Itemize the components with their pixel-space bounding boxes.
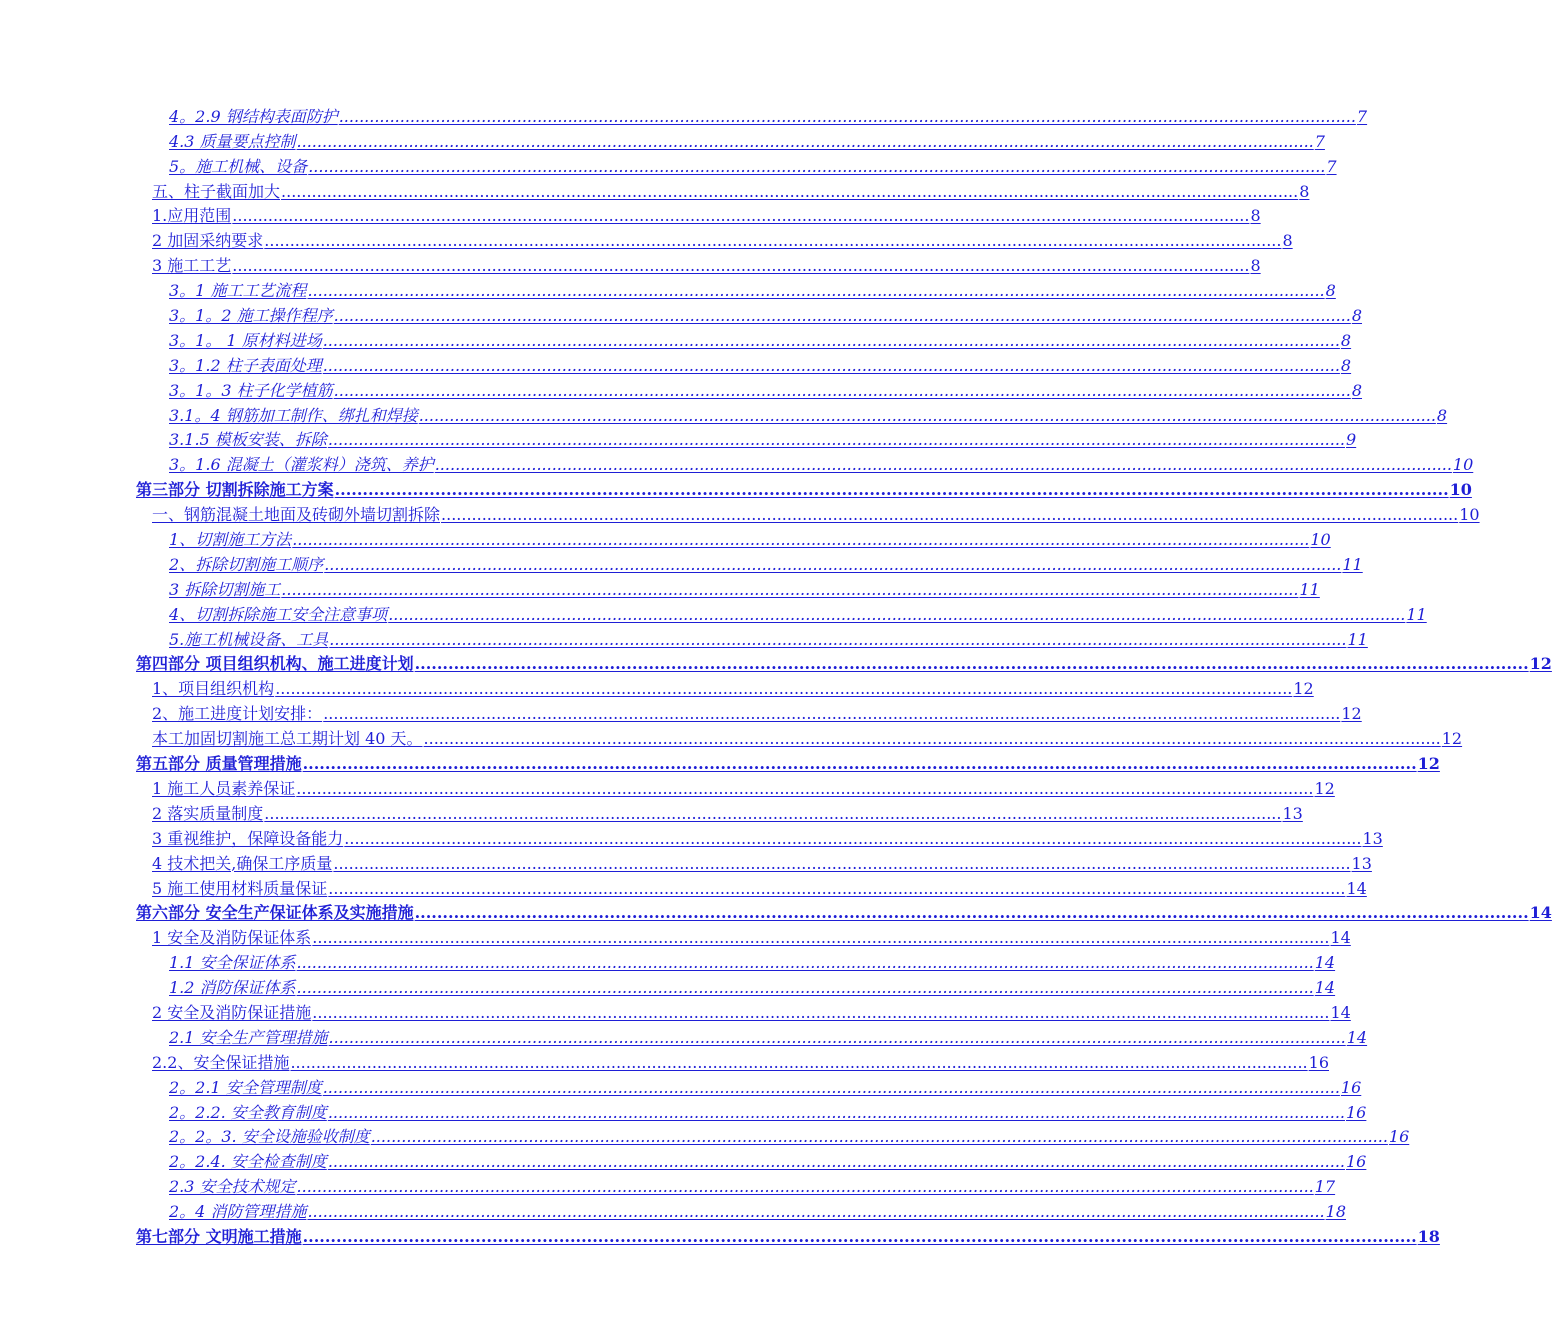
toc-entry-page: 12 (1529, 654, 1552, 674)
toc-entry-page: 16 (1346, 1152, 1367, 1172)
toc-entry[interactable] (0, 873, 1367, 898)
toc-entry-page: 8 (1436, 405, 1448, 425)
toc-entry[interactable] (0, 1122, 1410, 1147)
toc-entry-title: 5。施工机械、设备 (169, 156, 308, 176)
toc-leader-dots: ........................................................................................................................................................................................................ (322, 355, 1340, 375)
toc-entry-title: 2。2.1 安全管理制度 (169, 1077, 322, 1097)
toc-entry[interactable] (0, 798, 1303, 823)
toc-entry[interactable] (0, 1221, 1440, 1246)
toc-entry-page: 8 (1250, 256, 1261, 276)
toc-entry-page: 10 (1452, 455, 1474, 475)
toc-entry[interactable] (0, 176, 1310, 201)
toc-entry[interactable] (0, 300, 1363, 326)
toc-entry-title: 3。1.6 混凝土（灌浆料）浇筑、养护 (169, 455, 434, 475)
toc-leader-dots: ........................................................................................................................................................................................................ (414, 903, 1529, 923)
toc-entry-title: 一、钢筋混凝土地面及砖砌外墙切割拆除 (152, 505, 441, 525)
toc-entry-page: 18 (1417, 1226, 1440, 1246)
toc-entry-page: 14 (1330, 928, 1351, 948)
toc-entry-page: 8 (1250, 206, 1261, 226)
toc-entry[interactable] (0, 698, 1362, 724)
toc-entry[interactable] (0, 499, 1480, 525)
toc-entry-page: 7 (1356, 106, 1368, 126)
toc-leader-dots: ........................................................................................................................................................................................................ (441, 505, 1459, 525)
toc-entry-title: 3 重视维护，保障设备能力 (152, 828, 344, 848)
toc-entry-page: 13 (1282, 803, 1303, 823)
toc-entry[interactable] (0, 624, 1368, 649)
toc-leader-dots: ........................................................................................................................................................................................................ (327, 1152, 1345, 1172)
toc-entry-page: 12 (1341, 704, 1362, 724)
toc-entry[interactable] (0, 1146, 1367, 1172)
toc-entry-page: 14 (1346, 1027, 1368, 1047)
toc-leader-dots: ........................................................................................................................................................................................................ (328, 878, 1346, 898)
toc-entry-title: 1 安全及消防保证体系 (152, 928, 312, 948)
toc-leader-dots: ........................................................................................................................................................................................................ (296, 978, 1314, 998)
toc-entry-page: 13 (1362, 828, 1383, 848)
toc-entry-title: 2.3 安全技术规定 (169, 1177, 296, 1197)
toc-entry-page: 12 (1417, 754, 1440, 774)
toc-leader-dots: ........................................................................................................................................................................................................ (290, 1052, 1308, 1072)
toc-entry-page: 12 (1441, 729, 1463, 749)
toc-entry[interactable] (0, 773, 1335, 798)
toc-entry[interactable] (0, 126, 1325, 151)
toc-entry-page: 13 (1351, 853, 1372, 873)
toc-entry[interactable] (0, 1097, 1367, 1122)
toc-entry-title: 第四部分 项目组织机构、施工进度计划 (136, 654, 414, 674)
toc-leader-dots: ........................................................................................................................................................................................................ (307, 281, 1325, 301)
toc-leader-dots: ........................................................................................................................................................................................................ (281, 181, 1299, 201)
toc-entry-page: 12 (1314, 778, 1335, 798)
toc-entry[interactable] (0, 823, 1383, 848)
toc-entry-title: 4.3 质量要点控制 (169, 131, 296, 151)
toc-leader-dots: ........................................................................................................................................................................................................ (264, 231, 1282, 251)
toc-leader-dots: ........................................................................................................................................................................................................ (323, 704, 1341, 724)
toc-entry-title: 3.1.5 模板安装、拆除 (169, 430, 327, 450)
toc-entry[interactable] (0, 325, 1352, 350)
toc-entry-title: 1.应用范围 (152, 206, 232, 226)
toc-entry-page: 18 (1325, 1202, 1346, 1222)
toc-entry-page: 10 (1449, 480, 1472, 500)
toc-entry-page: 7 (1326, 156, 1337, 176)
toc-leader-dots: ........................................................................................................................................................................................................ (264, 803, 1282, 823)
toc-leader-dots: ........................................................................................................................................................................................................ (333, 853, 1351, 873)
toc-entry-page: 11 (1299, 579, 1320, 599)
toc-entry[interactable] (0, 898, 1552, 923)
toc-entry-page: 16 (1308, 1052, 1329, 1072)
toc-entry-page: 8 (1351, 306, 1363, 326)
toc-entry-page: 16 (1340, 1077, 1362, 1097)
toc-leader-dots: ........................................................................................................................................................................................................ (328, 1027, 1346, 1047)
toc-leader-dots: ........................................................................................................................................................................................................ (418, 405, 1436, 425)
toc-entry[interactable] (0, 101, 1368, 126)
toc-entry[interactable] (0, 972, 1336, 998)
toc-entry-page: 9 (1346, 430, 1357, 450)
toc-entry-title: 3.1。4 钢筋加工制作、绑扎和焊接 (169, 405, 418, 425)
toc-entry-page: 14 (1346, 878, 1367, 898)
toc-leader-dots: ........................................................................................................................................................................................................ (307, 1202, 1325, 1222)
toc-entry-page: 16 (1388, 1127, 1410, 1147)
toc-entry[interactable] (0, 649, 1552, 674)
toc-entry[interactable] (0, 549, 1363, 574)
toc-entry-title: 第五部分 质量管理措施 (136, 754, 302, 774)
toc-entry-title: 4、切割拆除施工安全注意事项 (169, 604, 388, 624)
toc-entry-page: 7 (1314, 131, 1325, 151)
toc-entry[interactable] (0, 449, 1474, 475)
toc-leader-dots: ........................................................................................................................................................................................................ (312, 928, 1330, 948)
toc-entry-title: 3。1.2 柱子表面处理 (169, 355, 322, 375)
toc-leader-dots: ........................................................................................................................................................................................................ (434, 455, 1452, 475)
toc-leader-dots: ........................................................................................................................................................................................................ (308, 156, 1326, 176)
toc-leader-dots: ........................................................................................................................................................................................................ (296, 953, 1314, 973)
toc-entry[interactable] (0, 673, 1314, 699)
toc-leader-dots: ........................................................................................................................................................................................................ (329, 629, 1347, 649)
toc-entry[interactable] (0, 848, 1372, 873)
toc-entry-title: 2。2.4. 安全检查制度 (169, 1152, 327, 1172)
toc-leader-dots: ........................................................................................................................................................................................................ (281, 579, 1299, 599)
toc-entry-title: 1、切割施工方法 (169, 530, 292, 550)
toc-entry[interactable] (0, 574, 1320, 599)
table-of-contents (0, 101, 1552, 1246)
toc-entry-title: 第三部分 切割拆除施工方案 (136, 480, 334, 500)
toc-entry-page: 11 (1406, 604, 1427, 624)
toc-entry[interactable] (0, 1047, 1329, 1072)
toc-entry[interactable] (0, 425, 1357, 450)
toc-entry-page: 17 (1314, 1177, 1336, 1197)
toc-entry-title: 2.2、安全保证措施 (152, 1052, 290, 1072)
toc-leader-dots: ........................................................................................................................................................................................................ (370, 1127, 1388, 1147)
toc-entry[interactable] (0, 947, 1336, 973)
toc-leader-dots: ........................................................................................................................................................................................................ (344, 828, 1362, 848)
toc-entry[interactable] (0, 375, 1363, 400)
toc-entry[interactable] (0, 524, 1331, 550)
toc-entry-page: 16 (1346, 1102, 1367, 1122)
toc-entry-title: 3。1。3 柱子化学植筋 (169, 380, 333, 400)
toc-entry[interactable] (0, 997, 1351, 1022)
toc-leader-dots: ........................................................................................................................................................................................................ (296, 131, 1314, 151)
toc-leader-dots: ........................................................................................................................................................................................................ (302, 1226, 1417, 1246)
toc-entry-title: 5.施工机械设备、工具 (169, 629, 329, 649)
toc-entry-title: 2、施工进度计划安排： (152, 704, 323, 724)
toc-entry-title: 2 加固采纳要求 (152, 231, 264, 251)
toc-entry-title: 5 施工使用材料质量保证 (152, 878, 328, 898)
toc-entry[interactable] (0, 250, 1261, 276)
toc-entry-title: 3。1。 1 原材料进场 (169, 330, 322, 350)
toc-entry-page: 14 (1314, 978, 1336, 998)
toc-leader-dots: ........................................................................................................................................................................................................ (296, 1177, 1314, 1197)
toc-entry-title: 4。2.9 钢结构表面防护 (169, 106, 338, 126)
toc-entry-title: 3 拆除切割施工 (169, 579, 281, 599)
toc-entry[interactable] (0, 225, 1293, 251)
toc-entry-title: 2 落实质量制度 (152, 803, 264, 823)
toc-leader-dots: ........................................................................................................................................................................................................ (338, 106, 1356, 126)
toc-leader-dots: ........................................................................................................................................................................................................ (232, 206, 1250, 226)
toc-entry-title: 2、拆除切割施工顺序 (169, 554, 324, 574)
toc-leader-dots: ........................................................................................................................................................................................................ (414, 654, 1529, 674)
toc-entry[interactable] (0, 922, 1351, 948)
toc-entry[interactable] (0, 723, 1463, 749)
toc-leader-dots: ........................................................................................................................................................................................................ (327, 1102, 1345, 1122)
toc-entry-page: 14 (1314, 953, 1336, 973)
toc-leader-dots: ........................................................................................................................................................................................................ (232, 256, 1250, 276)
toc-entry-title: 第六部分 安全生产保证体系及实施措施 (136, 903, 414, 923)
toc-entry-page: 11 (1347, 629, 1368, 649)
toc-entry-title: 3。1 施工工艺流程 (169, 281, 307, 301)
toc-leader-dots: ........................................................................................................................................................................................................ (333, 380, 1351, 400)
toc-entry[interactable] (0, 1072, 1362, 1097)
toc-leader-dots: ........................................................................................................................................................................................................ (327, 430, 1345, 450)
toc-entry-page: 14 (1330, 1002, 1351, 1022)
toc-entry-title: 3 施工工艺 (152, 256, 232, 276)
toc-entry-title: 1.2 消防保证体系 (169, 978, 296, 998)
toc-entry-title: 1 施工人员素养保证 (152, 778, 296, 798)
toc-entry[interactable] (0, 599, 1427, 624)
toc-entry-title: 1、项目组织机构 (152, 679, 275, 699)
toc-entry[interactable] (0, 1196, 1346, 1222)
toc-entry[interactable] (0, 275, 1336, 301)
toc-entry-title: 本工加固切割施工总工期计划 40 天。 (152, 729, 423, 749)
toc-entry-page: 8 (1325, 281, 1336, 301)
toc-entry-title: 2.1 安全生产管理措施 (169, 1027, 328, 1047)
toc-entry[interactable] (0, 1171, 1336, 1197)
toc-entry-title: 1.1 安全保证体系 (169, 953, 296, 973)
toc-entry[interactable] (0, 748, 1440, 774)
toc-entry-title: 2。2。3. 安全设施验收制度 (169, 1127, 370, 1147)
toc-entry-page: 8 (1340, 355, 1352, 375)
toc-leader-dots: ........................................................................................................................................................................................................ (296, 778, 1314, 798)
toc-entry-title: 3。1。2 施工操作程序 (169, 306, 333, 326)
toc-entry-title: 4 技术把关,确保工序质量 (152, 853, 333, 873)
toc-leader-dots: ........................................................................................................................................................................................................ (322, 330, 1340, 350)
toc-leader-dots: ........................................................................................................................................................................................................ (322, 1077, 1340, 1097)
toc-entry-page: 10 (1310, 530, 1331, 550)
toc-entry-page: 11 (1342, 554, 1363, 574)
toc-entry-page: 8 (1351, 380, 1363, 400)
toc-entry-page: 10 (1459, 505, 1480, 525)
toc-entry[interactable] (0, 151, 1337, 176)
toc-leader-dots: ........................................................................................................................................................................................................ (275, 679, 1293, 699)
toc-entry[interactable] (0, 350, 1352, 375)
toc-leader-dots: ........................................................................................................................................................................................................ (292, 530, 1310, 550)
toc-leader-dots: ........................................................................................................................................................................................................ (423, 729, 1441, 749)
toc-entry-title: 2。2.2. 安全教育制度 (169, 1102, 327, 1122)
toc-entry-page: 14 (1529, 903, 1552, 923)
toc-entry-page: 8 (1282, 231, 1293, 251)
toc-leader-dots: ........................................................................................................................................................................................................ (334, 480, 1449, 500)
toc-leader-dots: ........................................................................................................................................................................................................ (312, 1002, 1330, 1022)
toc-entry-page: 12 (1293, 679, 1314, 699)
toc-leader-dots: ........................................................................................................................................................................................................ (333, 306, 1351, 326)
toc-entry[interactable] (0, 400, 1448, 425)
toc-leader-dots: ........................................................................................................................................................................................................ (388, 604, 1406, 624)
toc-entry-page: 8 (1299, 181, 1310, 201)
toc-entry-title: 五、柱子截面加大 (152, 181, 281, 201)
toc-entry[interactable] (0, 201, 1261, 226)
toc-leader-dots: ........................................................................................................................................................................................................ (302, 754, 1417, 774)
toc-entry[interactable] (0, 474, 1472, 500)
toc-entry[interactable] (0, 1022, 1368, 1047)
toc-leader-dots: ........................................................................................................................................................................................................ (324, 554, 1342, 574)
toc-entry-title: 2。4 消防管理措施 (169, 1202, 307, 1222)
toc-entry-title: 第七部分 文明施工措施 (136, 1226, 302, 1246)
toc-entry-page: 8 (1340, 330, 1352, 350)
toc-entry-title: 2 安全及消防保证措施 (152, 1002, 312, 1022)
